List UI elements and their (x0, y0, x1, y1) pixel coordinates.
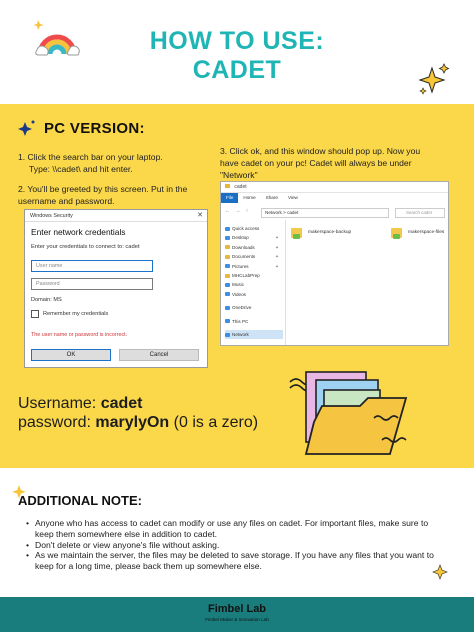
ribbon-tab-file[interactable]: File (221, 193, 238, 203)
password-label: password: (18, 414, 91, 431)
password-value: marylyOn (95, 414, 170, 431)
step2-line1: 2. You'll be greeted by this screen. Put in the (18, 184, 188, 194)
pin-icon: ✦ (275, 254, 279, 260)
explorer-sidebar (225, 224, 283, 339)
page-title-line2: CADET (192, 56, 282, 84)
remember-label: Remember my credentials (43, 311, 109, 317)
ribbon-tab-share[interactable]: Share (265, 195, 278, 200)
username-line (18, 395, 143, 413)
ribbon-tab-home[interactable]: Home (243, 195, 256, 200)
explorer-ribbon (221, 193, 448, 203)
explorer-titlebar (221, 182, 448, 193)
sidebar-item-onedrive[interactable]: OneDrive (225, 303, 283, 312)
pin-icon: ✦ (275, 244, 279, 250)
step1-line2: Type: \\cadet\ and hit enter. (29, 164, 133, 174)
footer-brand: Fimbel Lab (207, 603, 267, 615)
dialog-titlebar: Windows Security (25, 210, 207, 222)
step1-line1: 1. Click the search bar on your laptop. (18, 152, 163, 162)
nav-arrows-icon[interactable]: ← → ↑ (225, 208, 251, 214)
step3-line3: "Network" (220, 170, 258, 180)
sparkle-icon (16, 119, 36, 139)
pc-version-title: PC VERSION: (44, 120, 145, 137)
sidebar-item-downloads[interactable]: Downloads ✦ (225, 243, 283, 252)
ribbon-tab-view[interactable]: View (287, 195, 298, 200)
username-value: cadet (100, 395, 143, 412)
network-folder-icon (291, 226, 302, 239)
step3-line1: 3. Click ok, and this window should pop up. Now you (220, 146, 421, 156)
sidebar-item-network[interactable]: Network (225, 330, 283, 339)
windows-security-dialog (24, 209, 208, 368)
dialog-subtitle: Enter your credentials to connect to: cadet (31, 244, 140, 250)
username-label: Username: (18, 395, 97, 412)
step3-line2: have cadet on your pc! Cadet will always be under (220, 158, 412, 168)
username-field[interactable]: User name (31, 260, 153, 272)
explorer-search-input[interactable]: Search cadet (395, 208, 445, 218)
explorer-title: cadet (234, 184, 247, 190)
sidebar-item-quick-access[interactable]: Quick access (225, 224, 283, 233)
error-message: The user name or password is incorrect. (31, 332, 128, 338)
pin-icon: ✦ (275, 263, 279, 269)
folder-makerspace-backup[interactable]: makerspace-backup (291, 226, 351, 239)
folder-makerspace-files[interactable]: makerspace-files (391, 226, 444, 239)
close-icon[interactable]: ✕ (197, 212, 203, 219)
sparkle-icon (432, 563, 450, 581)
password-line (18, 414, 258, 432)
cancel-button[interactable]: Cancel (119, 349, 199, 361)
address-bar[interactable]: Network > cadet (261, 208, 389, 218)
additional-note-title: ADDITIONAL NOTE: (18, 493, 142, 508)
sparkle-icon (418, 62, 450, 96)
pane-divider (285, 220, 286, 345)
sidebar-item-mhclabprep[interactable]: MHCLabPrep (225, 271, 283, 280)
password-field[interactable]: Password (31, 278, 153, 290)
footer-tagline: Fimbel Maker & Innovation Lab (205, 617, 269, 622)
step2-line2: username and password. (18, 196, 115, 206)
ok-button[interactable]: OK (31, 349, 111, 361)
page-title-line1: HOW TO USE: (149, 27, 325, 55)
sidebar-item-desktop[interactable]: Desktop ✦ (225, 233, 283, 242)
password-note: (0 is a zero) (173, 414, 259, 431)
folder-icon (225, 184, 230, 188)
sidebar-item-pictures[interactable]: Pictures ✦ (225, 262, 283, 271)
sidebar-item-music[interactable]: Music (225, 280, 283, 289)
list-item: • Don't delete or view anyone's file without asking. (26, 540, 446, 551)
list-item: • Anyone who has access to cadet can modify or use any files on cadet. For important files, make sure to keep them somewhere else in addition to cadet. (26, 518, 446, 540)
pin-icon: ✦ (275, 235, 279, 241)
list-item: • As we maintain the server, the files may be deleted to save storage. If you have any files that you want to keep for a long time, please back them up somewhere else. (26, 550, 446, 572)
network-folder-icon (391, 226, 402, 239)
dialog-heading: Enter network credentials (31, 227, 126, 237)
note-list (26, 518, 446, 572)
file-explorer-window (220, 181, 449, 346)
sidebar-item-videos[interactable]: Videos (225, 290, 283, 299)
folder-illustration-icon (286, 366, 412, 458)
domain-label: Domain: MS (31, 297, 62, 303)
sidebar-item-this-pc[interactable]: This PC (225, 317, 283, 326)
sidebar-item-documents[interactable]: Documents ✦ (225, 252, 283, 261)
remember-checkbox[interactable] (31, 310, 39, 318)
